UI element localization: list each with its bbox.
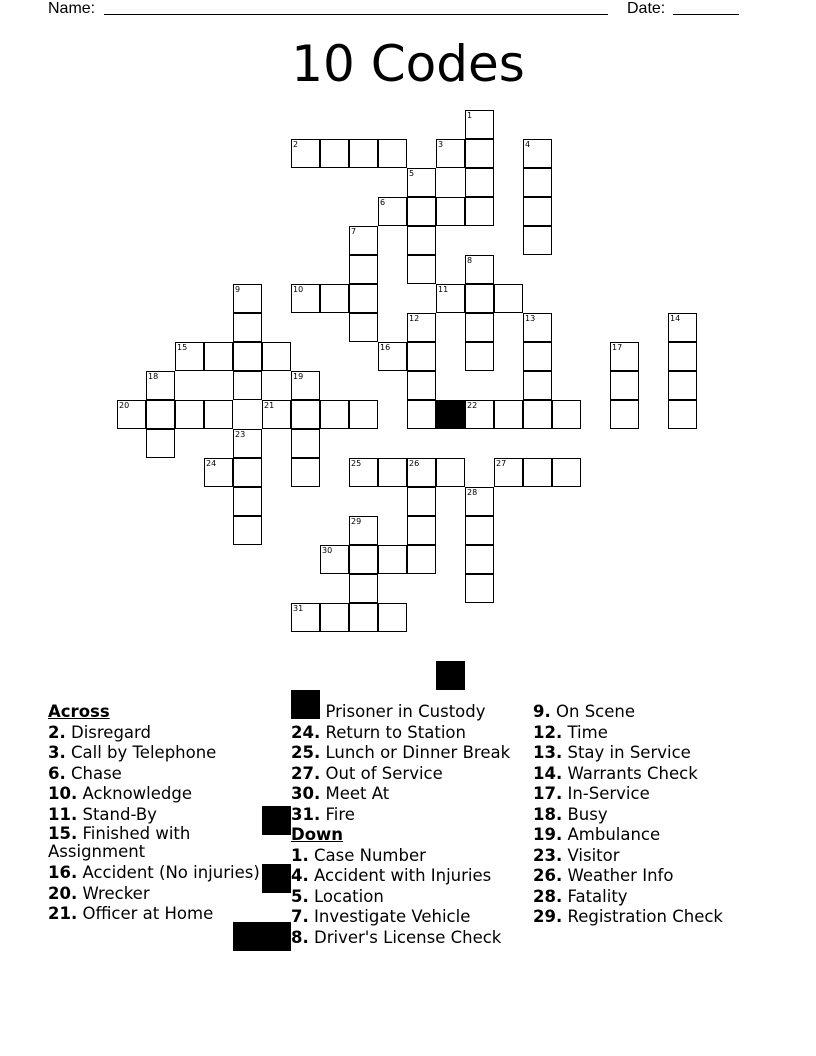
- clue-number: 11: [438, 285, 449, 294]
- black-cell: [436, 661, 465, 690]
- puzzle-title: 10 Codes: [291, 35, 525, 93]
- clue-down-14: 14. Warrants Check: [533, 763, 698, 783]
- clue-number: 9: [235, 285, 241, 294]
- clue-number: 15: [177, 343, 188, 352]
- clue-number: 1: [467, 111, 473, 120]
- grid-cell[interactable]: [407, 371, 436, 400]
- clue-across-22: 22. Prisoner in Custody: [291, 702, 486, 721]
- grid-cell[interactable]: [320, 400, 349, 429]
- clue-column-1: [48, 702, 278, 925]
- grid-cell[interactable]: [523, 342, 552, 371]
- grid-cell[interactable]: [465, 168, 494, 197]
- grid-cell[interactable]: [291, 603, 320, 632]
- grid-cell[interactable]: [233, 487, 262, 516]
- clue-across-15: 15. Finished with Assignment: [48, 824, 191, 861]
- grid-cell[interactable]: [407, 400, 436, 429]
- grid-cell[interactable]: [436, 284, 465, 313]
- grid-cell[interactable]: [465, 139, 494, 168]
- clue-across-20: 20. Wrecker: [48, 883, 150, 903]
- grid-cell[interactable]: [610, 342, 639, 371]
- grid-cell[interactable]: [523, 400, 552, 429]
- grid-cell[interactable]: [436, 458, 465, 487]
- grid-cell[interactable]: [407, 458, 436, 487]
- grid-cell[interactable]: [233, 458, 262, 487]
- grid-cell[interactable]: [349, 226, 378, 255]
- grid-cell[interactable]: [349, 603, 378, 632]
- grid-cell[interactable]: [146, 371, 175, 400]
- clue-down-1: 1. Case Number: [291, 845, 426, 865]
- grid-cell[interactable]: [523, 168, 552, 197]
- grid-cell[interactable]: [349, 516, 378, 545]
- grid-cell[interactable]: [465, 110, 494, 139]
- clue-across-10: 10. Acknowledge: [48, 784, 192, 803]
- clue-down-17: 17. In-Service: [533, 784, 650, 803]
- clue-down-23: 23. Visitor: [533, 845, 620, 865]
- grid-cell[interactable]: [465, 400, 494, 429]
- clue-number: 10: [293, 285, 304, 294]
- name-label: Name:: [48, 0, 96, 17]
- clue-across-27: 27. Out of Service: [291, 763, 443, 783]
- grid-cell[interactable]: [320, 139, 349, 168]
- black-cell: [436, 400, 465, 429]
- grid-cell[interactable]: [291, 284, 320, 313]
- clue-number: 20: [119, 401, 130, 410]
- grid-cell[interactable]: [233, 313, 262, 342]
- grid-cell[interactable]: [610, 371, 639, 400]
- clue-number: 29: [351, 517, 362, 526]
- clue-down-12: 12. Time: [533, 722, 608, 742]
- clue-down-8: 8. Driver's License Check: [291, 927, 502, 947]
- clue-number: 28: [467, 488, 478, 497]
- clue-number: 3: [438, 140, 444, 149]
- clue-across-16: 16. Accident (No injuries): [48, 863, 260, 882]
- grid-cell[interactable]: [233, 284, 262, 313]
- grid-cell[interactable]: [523, 458, 552, 487]
- grid-cell[interactable]: [204, 342, 233, 371]
- grid-cell[interactable]: [407, 545, 436, 574]
- grid-cell[interactable]: [407, 487, 436, 516]
- grid-cell[interactable]: [407, 255, 436, 284]
- grid-cell[interactable]: [465, 313, 494, 342]
- grid-cell[interactable]: [146, 400, 175, 429]
- grid-cell[interactable]: [465, 284, 494, 313]
- grid-cell[interactable]: [291, 458, 320, 487]
- grid-cell[interactable]: [320, 545, 349, 574]
- grid-cell[interactable]: [117, 400, 146, 429]
- grid-cell[interactable]: [378, 603, 407, 632]
- grid-cell[interactable]: [378, 139, 407, 168]
- clue-number: 4: [525, 140, 531, 149]
- clue-number: 31: [293, 604, 304, 613]
- clue-down-13: 13. Stay in Service: [533, 743, 691, 762]
- grid-cell[interactable]: [320, 603, 349, 632]
- clue-number: 7: [351, 227, 357, 236]
- grid-cell[interactable]: [378, 458, 407, 487]
- clue-number: 23: [235, 430, 246, 439]
- grid-cell[interactable]: [552, 458, 581, 487]
- grid-cell[interactable]: [349, 139, 378, 168]
- grid-cell[interactable]: [523, 197, 552, 226]
- grid-cell[interactable]: [465, 255, 494, 284]
- grid-cell[interactable]: [552, 400, 581, 429]
- clue-across-6: 6. Chase: [48, 763, 122, 783]
- grid-cell[interactable]: [349, 545, 378, 574]
- grid-cell[interactable]: [523, 371, 552, 400]
- grid-cell[interactable]: [204, 400, 233, 429]
- grid-cell[interactable]: [233, 371, 262, 400]
- clue-column-2: [291, 702, 531, 948]
- black-cell: [233, 922, 262, 951]
- grid-cell[interactable]: [204, 458, 233, 487]
- grid-cell[interactable]: [262, 400, 291, 429]
- clue-number: 5: [409, 169, 415, 178]
- grid-cell[interactable]: [175, 400, 204, 429]
- grid-cell[interactable]: [378, 545, 407, 574]
- grid-cell[interactable]: [465, 197, 494, 226]
- clue-down-9: 9. On Scene: [533, 702, 635, 721]
- black-cell: [262, 922, 291, 951]
- clue-across-11: 11. Stand-By: [48, 804, 157, 824]
- grid-cell[interactable]: [349, 574, 378, 603]
- clue-number: 17: [612, 343, 623, 352]
- grid-cell[interactable]: [436, 139, 465, 168]
- grid-cell[interactable]: [465, 574, 494, 603]
- grid-cell[interactable]: [668, 371, 697, 400]
- clue-number: 12: [409, 314, 420, 323]
- clue-number: 18: [148, 372, 159, 381]
- clue-across-31: 31. Fire: [291, 804, 355, 824]
- grid-cell[interactable]: [407, 226, 436, 255]
- grid-cell[interactable]: [494, 458, 523, 487]
- grid-cell[interactable]: [291, 371, 320, 400]
- clue-number: 21: [264, 401, 275, 410]
- clue-number: 25: [351, 459, 362, 468]
- grid-cell[interactable]: [378, 342, 407, 371]
- clue-down-18: 18. Busy: [533, 804, 608, 824]
- clue-number: 19: [293, 372, 304, 381]
- grid-cell[interactable]: [407, 197, 436, 226]
- clue-across-2: 2. Disregard: [48, 722, 152, 742]
- grid-cell[interactable]: [349, 400, 378, 429]
- clue-down-7: 7. Investigate Vehicle: [291, 907, 471, 926]
- grid-cell[interactable]: [349, 458, 378, 487]
- clue-number: 8: [467, 256, 473, 265]
- grid-cell[interactable]: [407, 342, 436, 371]
- clue-number: 24: [206, 459, 217, 468]
- grid-cell[interactable]: [291, 139, 320, 168]
- grid-cell[interactable]: [407, 168, 436, 197]
- clue-number: 14: [670, 314, 681, 323]
- clue-down-19: 19. Ambulance: [533, 825, 661, 844]
- across-heading: Across: [48, 702, 110, 721]
- grid-cell[interactable]: [349, 284, 378, 313]
- clue-across-25: 25. Lunch or Dinner Break: [291, 743, 511, 762]
- clue-down-28: 28. Fatality: [533, 886, 628, 906]
- grid-cell[interactable]: [610, 400, 639, 429]
- clue-column-3: [533, 702, 773, 928]
- clue-number: 13: [525, 314, 536, 323]
- grid-cell[interactable]: [523, 226, 552, 255]
- grid-cell[interactable]: [349, 313, 378, 342]
- grid-cell[interactable]: [668, 342, 697, 371]
- grid-cell[interactable]: [465, 516, 494, 545]
- grid-cell[interactable]: [233, 342, 262, 371]
- grid-cell[interactable]: [146, 429, 175, 458]
- clue-across-21: 21. Officer at Home: [48, 904, 214, 923]
- grid-cell[interactable]: [465, 545, 494, 574]
- grid-cell[interactable]: [291, 429, 320, 458]
- date-label: Date:: [627, 0, 666, 17]
- grid-cell[interactable]: [668, 400, 697, 429]
- clue-number: 6: [380, 198, 386, 207]
- grid-cell[interactable]: [494, 400, 523, 429]
- grid-cell[interactable]: [262, 342, 291, 371]
- grid-cell[interactable]: [494, 284, 523, 313]
- clue-across-24: 24. Return to Station: [291, 722, 466, 742]
- down-heading: Down: [291, 825, 344, 844]
- grid-cell[interactable]: [407, 516, 436, 545]
- grid-cell[interactable]: [523, 139, 552, 168]
- clue-number: 16: [380, 343, 391, 352]
- grid-cell[interactable]: [465, 487, 494, 516]
- grid-cell[interactable]: [668, 313, 697, 342]
- clue-number: 26: [409, 459, 420, 468]
- clue-number: 22: [467, 401, 478, 410]
- clue-number: 30: [322, 546, 333, 555]
- grid-cell[interactable]: [349, 255, 378, 284]
- grid-cell[interactable]: [233, 516, 262, 545]
- clue-across-3: 3. Call by Telephone: [48, 743, 217, 762]
- grid-cell[interactable]: [175, 342, 204, 371]
- grid-cell[interactable]: [436, 197, 465, 226]
- grid-cell[interactable]: [291, 400, 320, 429]
- grid-cell[interactable]: [378, 197, 407, 226]
- clue-across-30: 30. Meet At: [291, 784, 390, 803]
- clue-down-5: 5. Location: [291, 886, 384, 906]
- grid-cell[interactable]: [523, 313, 552, 342]
- clue-number: 27: [496, 459, 507, 468]
- grid-cell[interactable]: [233, 429, 262, 458]
- clue-down-4: 4. Accident with Injuries: [291, 866, 492, 885]
- grid-cell[interactable]: [465, 342, 494, 371]
- clue-down-29: 29. Registration Check: [533, 907, 723, 926]
- clue-number: 2: [293, 140, 299, 149]
- clue-down-26: 26. Weather Info: [533, 866, 674, 885]
- grid-cell[interactable]: [407, 313, 436, 342]
- grid-cell[interactable]: [320, 284, 349, 313]
